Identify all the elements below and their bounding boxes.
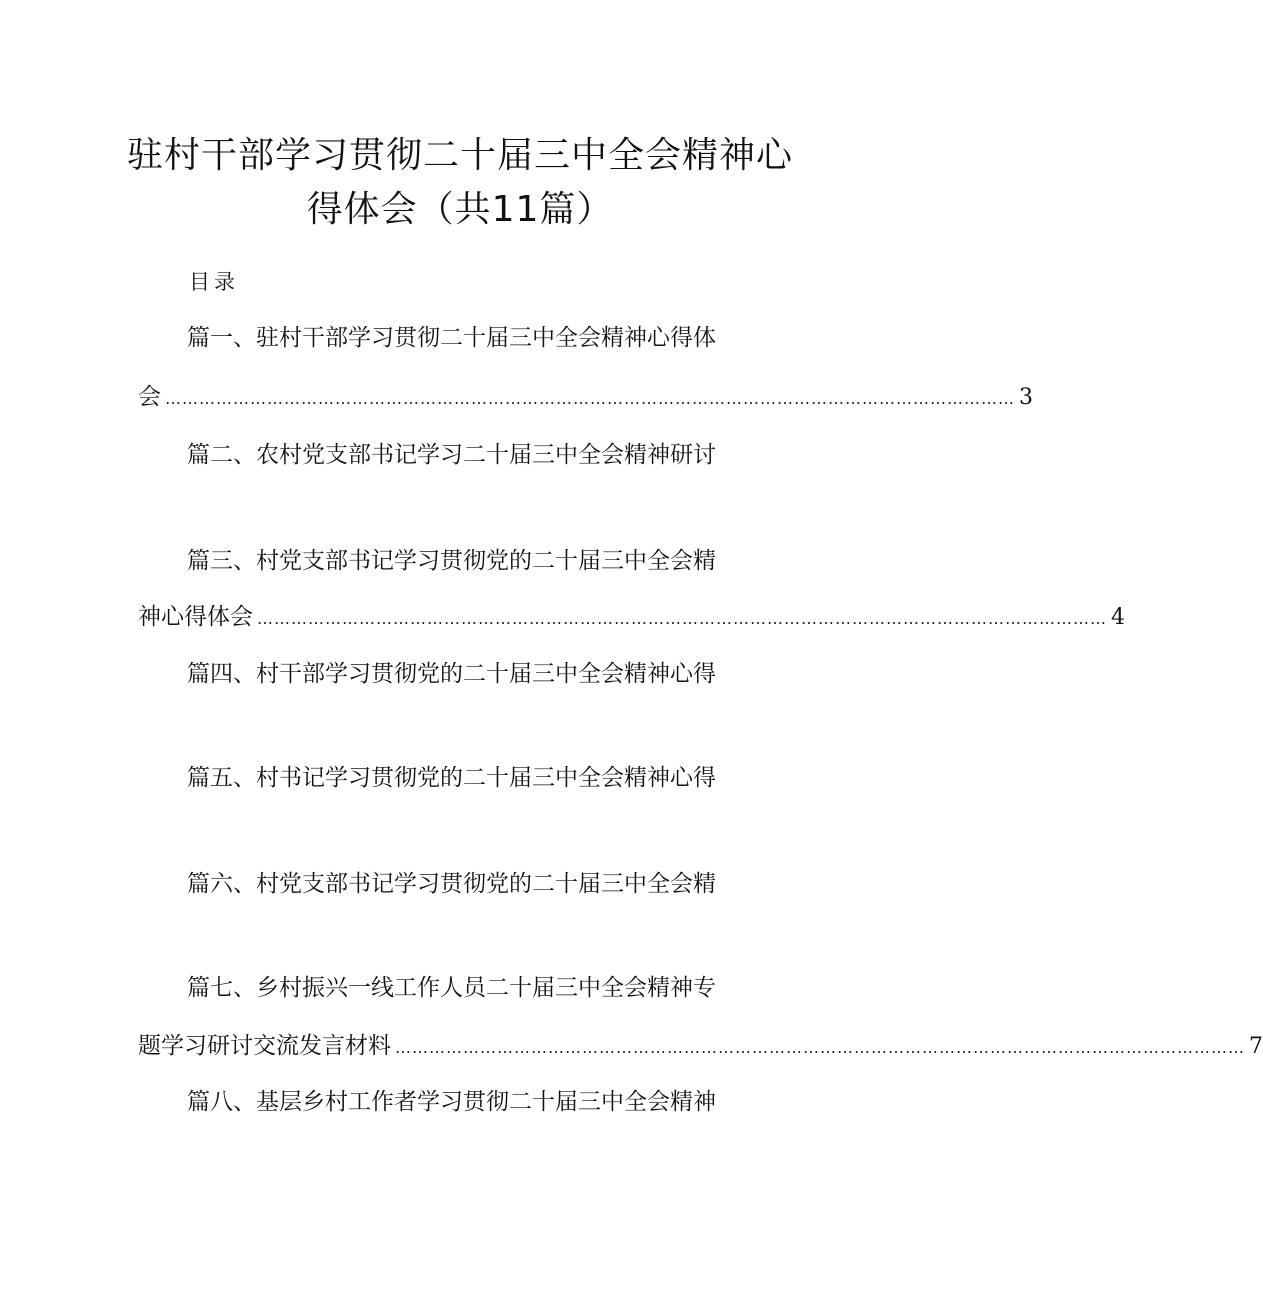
toc-entry-7-title[interactable]: 篇七、乡村振兴一线工作人员二十届三中全会精神专: [187, 975, 716, 1001]
toc-entry-3-title-end: 神心得体会: [138, 604, 253, 630]
toc-entry-3-title[interactable]: 篇三、村党支部书记学习贯彻党的二十届三中全会精: [187, 548, 716, 574]
toc-entry-8-title[interactable]: 篇八、基层乡村工作者学习贯彻二十届三中全会精神: [187, 1089, 716, 1115]
toc-entry-3-continuation[interactable]: [138, 601, 1125, 635]
document-title-line-2: 得体会（共11篇）: [306, 189, 614, 230]
toc-entry-1-continuation[interactable]: [138, 381, 1033, 415]
toc-leader-dots: ……………………………………………………………………………………………………………………………………: [395, 1038, 1245, 1057]
toc-entry-1-page: 3: [1019, 385, 1033, 410]
document-title-line-1: 驻村干部学习贯彻二十届三中全会精神心: [126, 135, 793, 176]
toc-leader-dots: ……………………………………………………………………………………………………………………………………: [165, 389, 1015, 408]
toc-entry-4-title[interactable]: 篇四、村干部学习贯彻党的二十届三中全会精神心得: [187, 661, 716, 687]
toc-entry-7-continuation[interactable]: [138, 1030, 1263, 1064]
toc-entry-1-title[interactable]: 篇一、驻村干部学习贯彻二十届三中全会精神心得体: [187, 325, 716, 351]
toc-entry-5-title[interactable]: 篇五、村书记学习贯彻党的二十届三中全会精神心得: [187, 765, 716, 791]
toc-heading: 目录: [189, 270, 239, 294]
toc-entry-2-title[interactable]: 篇二、农村党支部书记学习二十届三中全会精神研讨: [187, 442, 716, 468]
toc-entry-6-title[interactable]: 篇六、村党支部书记学习贯彻党的二十届三中全会精: [187, 871, 716, 897]
toc-leader-dots: ……………………………………………………………………………………………………………………………………: [257, 609, 1107, 628]
toc-entry-7-title-end: 题学习研讨交流发言材料: [138, 1033, 391, 1059]
toc-entry-1-title-end: 会: [138, 384, 161, 410]
toc-entry-7-page: 7: [1249, 1034, 1263, 1059]
toc-entry-3-page: 4: [1111, 605, 1125, 630]
